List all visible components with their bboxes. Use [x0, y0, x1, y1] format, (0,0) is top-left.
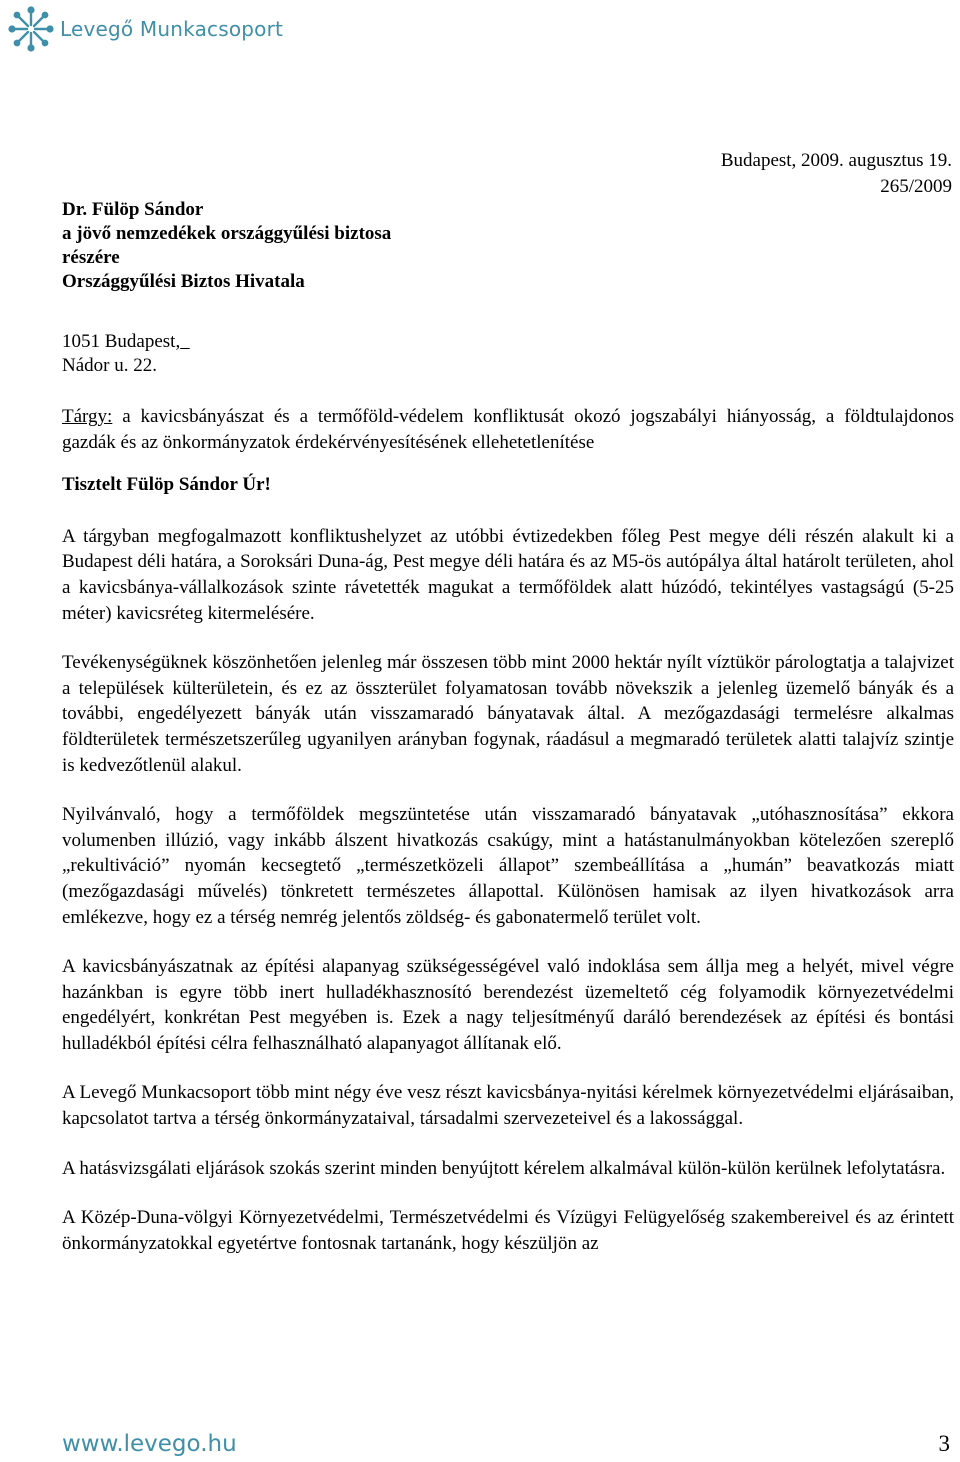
footer-website-link[interactable]: www.levego.hu — [62, 1431, 237, 1457]
address-street: Nádor u. 22. — [62, 355, 157, 376]
recipient-for: részére — [62, 247, 120, 268]
recipient-name: Dr. Fülöp Sándor — [62, 199, 204, 220]
letter-body — [62, 404, 954, 1256]
body-paragraph: A hatásvizsgálati eljárások szokás szerint minden benyújtott kérelem alkalmával külön-külön kerülnek lefolytatásra. — [62, 1157, 946, 1179]
body-paragraph: A Levegő Munkacsoport több mint négy éve vesz részt kavicsbánya-nyitási kérelmek környezetvédelmi eljárásaiban, kapcsolatot tartva a térség önkormányzataival, társadalmi szervezeteivel és a lakossággal. — [62, 1082, 954, 1130]
body-paragraph: A kavicsbányászatnak az építési alapanyag szükségességével való indoklása sem állja meg a helyét, mivel végre hazánkban is egyre több inert hulladékhasznosító berendezést üzemeltető cég folyamodik környezetvédelmi engedélyért, konkrétan Pest megyében is. Ezek a nagy teljesítményű daráló berendezések az építési és bontási hulladékból építési célra felhasználható alapanyagot állítanak elő. — [62, 956, 954, 1054]
body-paragraph: A Közép-Duna-völgyi Környezetvédelmi, Természetvédelmi és Vízügyi Felügyelőség szakembereivel és az érintett önkormányzatokkal egyetértve fontosnak tartanánk, hogy készüljön az — [62, 1207, 954, 1254]
underline-tail — [180, 331, 190, 352]
date-reference-block — [721, 148, 952, 200]
salutation: Tisztelt Fülöp Sándor Úr! — [62, 474, 271, 496]
organization-logo — [8, 6, 283, 52]
letter-date: Budapest, 2009. augusztus 19. — [720, 150, 952, 171]
recipient-block — [62, 198, 391, 294]
page-number: 3 — [938, 1431, 950, 1456]
body-paragraph: Nyilvánvaló, hogy a termőföldek megszüntetése után visszamaradó bányatavak „utóhasznosítása” ekkora volumenben illúzió, vagy inkább álszent hivatkozás csakúgy, mint a hatástanulmányokban kötelezően szereplő „rekultiváció” nyomán kecsegtető „természetközeli állapot” szembeállítása a „humán” beavatkozás miatt (mezőgazdasági művelés) tönkretett természetes állapottal. Különösen hamisak az ilyen hivatkozások arra emlékezve, hogy ez a térség nemrég jelentős zöldség- és gabonatermelő terület volt. — [62, 804, 954, 928]
subject-text: a kavicsbányászat és a termőföld-védelem konfliktusát okozó jogszabályi hiányosság, a földtulajdonos gazdák és az önkormányzatok érdekérvényesítésének ellehetetlenítése — [62, 406, 954, 453]
address-city-line: 1051 Budapest, — [62, 330, 190, 354]
recipient-title: a jövő nemzedékek országgyűlési biztosa — [62, 223, 392, 244]
recipient-office: Országgyűlési Biztos Hivatala — [62, 271, 305, 292]
address-block — [62, 330, 190, 378]
body-paragraph: Tevékenységüknek köszönhetően jelenleg már összesen több mint 2000 hektár nyílt víztükör párologtatja a talajvizet a települések külterületein, és ez az összterület folyamatosan tovább növekszik a jelenleg üzemelő bányák és a további, engedélyezett bányák után visszamaradó bányatavak által. A mezőgazdasági termelésre alkalmas földterületek természetszerűleg ugyanilyen arányban fogynak, ráadásul a megmaradó területek alatti talajvíz szintje is kedvezőtlenül alakul. — [62, 652, 954, 776]
snowflake-logo-icon — [8, 6, 54, 52]
subject-label: Tárgy: — [62, 406, 113, 427]
reference-number: 265/2009 — [880, 176, 952, 197]
subject-line — [62, 404, 954, 455]
logo-text: Levegő Munkacsoport — [60, 17, 284, 41]
body-paragraph: A tárgyban megfogalmazott konfliktushelyzet az utóbbi évtizedekben főleg Pest megye déli részén alakult ki a Budapest déli határa, a Soroksári Duna-ág, Pest megye déli határa és az M5-ös autópálya által határolt területen, ahol a kavicsbánya-vállalkozások szinte rávetették magukat a termőföldek alatt húzódó, tekintélyes vastagságú (5-25 méter) kavicsréteg kitermelésére. — [62, 525, 954, 624]
